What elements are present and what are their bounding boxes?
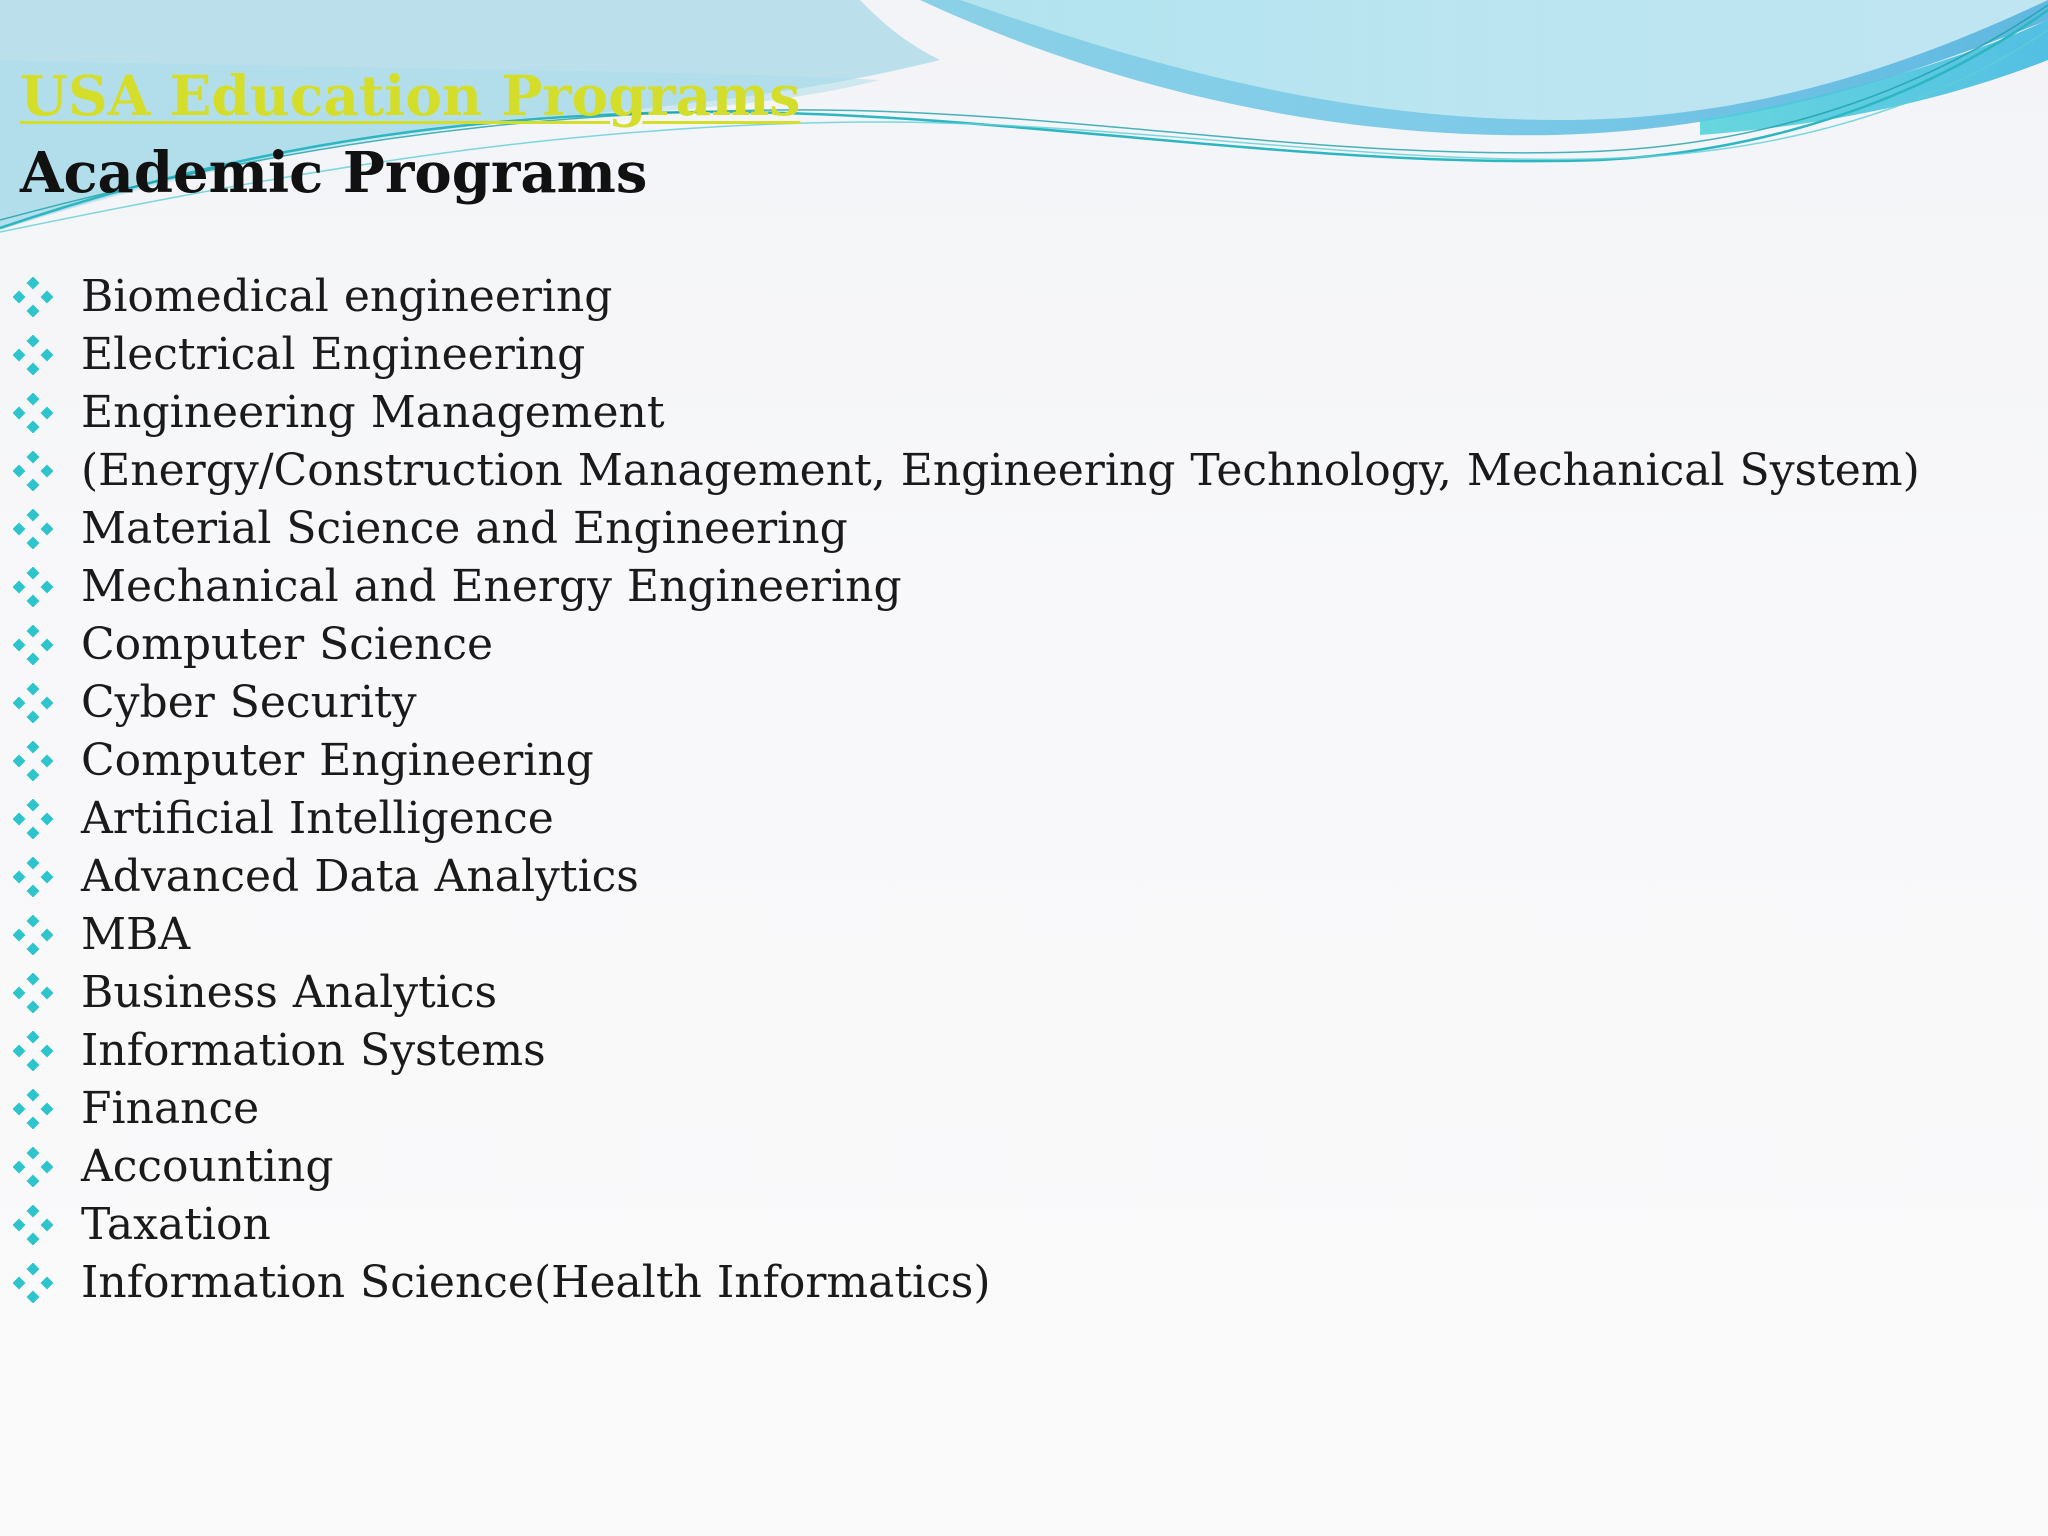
- list-item: [0, 1138, 1920, 1196]
- diamond-bullet-icon: [13, 799, 53, 839]
- program-label: Computer Science: [81, 619, 494, 670]
- diamond-bullet-icon: [13, 1089, 53, 1129]
- diamond-bullet-icon: [13, 857, 53, 897]
- diamond-bullet-icon: [13, 1031, 53, 1071]
- diamond-bullet-icon: [13, 393, 53, 433]
- diamond-bullet-icon: [13, 1147, 53, 1187]
- program-label: Cyber Security: [81, 677, 417, 728]
- program-list: [0, 268, 1920, 1312]
- diamond-bullet-icon: [13, 683, 53, 723]
- list-item: [0, 674, 1920, 732]
- program-label: Advanced Data Analytics: [81, 851, 639, 902]
- list-item: [0, 1254, 1920, 1312]
- diamond-bullet-icon: [13, 277, 53, 317]
- diamond-bullet-icon: [13, 1205, 53, 1245]
- program-label: Electrical Engineering: [81, 329, 586, 380]
- list-item: [0, 732, 1920, 790]
- list-item: [0, 268, 1920, 326]
- diamond-bullet-icon: [13, 1263, 53, 1303]
- program-label: Engineering Management: [81, 387, 665, 438]
- list-item: [0, 1022, 1920, 1080]
- program-label: Mechanical and Energy Engineering: [81, 561, 902, 612]
- program-label: Material Science and Engineering: [81, 503, 848, 554]
- program-label: Taxation: [81, 1199, 271, 1250]
- diamond-bullet-icon: [13, 451, 53, 491]
- program-label: Finance: [81, 1083, 260, 1134]
- diamond-bullet-icon: [13, 567, 53, 607]
- diamond-bullet-icon: [13, 973, 53, 1013]
- list-item: [0, 558, 1920, 616]
- page-heading: Academic Programs: [20, 140, 648, 206]
- program-label: Information Systems: [81, 1025, 546, 1076]
- list-item: [0, 500, 1920, 558]
- program-label: Biomedical engineering: [81, 271, 613, 322]
- program-label: Computer Engineering: [81, 735, 594, 786]
- decorative-wave-banner: [0, 0, 2048, 260]
- program-label: Business Analytics: [81, 967, 498, 1018]
- program-label: MBA: [81, 909, 191, 960]
- list-item: [0, 326, 1920, 384]
- program-label: Information Science(Health Informatics): [81, 1257, 991, 1308]
- list-item: [0, 790, 1920, 848]
- diamond-bullet-icon: [13, 509, 53, 549]
- list-item: [0, 964, 1920, 1022]
- diamond-bullet-icon: [13, 335, 53, 375]
- list-item: [0, 384, 1920, 442]
- list-item: [0, 1080, 1920, 1138]
- list-item: [0, 442, 1920, 500]
- program-label: (Energy/Construction Management, Engineering Technology, Mechanical System): [81, 445, 1920, 496]
- program-label: Artificial Intelligence: [81, 793, 554, 844]
- list-item: [0, 906, 1920, 964]
- list-item: [0, 616, 1920, 674]
- list-item: [0, 1196, 1920, 1254]
- diamond-bullet-icon: [13, 741, 53, 781]
- list-item: [0, 848, 1920, 906]
- diamond-bullet-icon: [13, 915, 53, 955]
- diamond-bullet-icon: [13, 625, 53, 665]
- program-label: Accounting: [81, 1141, 334, 1192]
- title-link[interactable]: USA Education Programs: [20, 63, 801, 128]
